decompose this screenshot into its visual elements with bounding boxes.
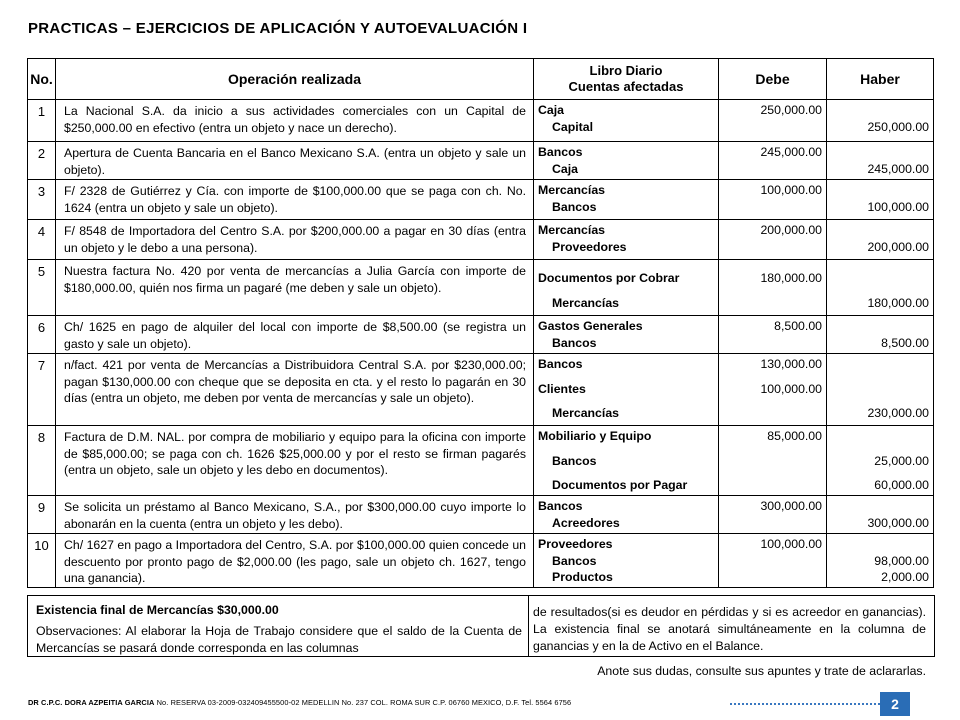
debe-amount (723, 515, 822, 532)
row-debe (719, 180, 827, 220)
journal-table (27, 58, 934, 588)
haber-amount: 245,000.00 (867, 161, 929, 176)
haber-amount (831, 102, 929, 119)
row-number: 6 (28, 316, 56, 354)
table-row (28, 496, 934, 534)
row-haber (827, 180, 934, 220)
debe-amount (723, 295, 822, 312)
table-row (28, 426, 934, 496)
row-debe (719, 220, 827, 260)
haber-amount: 180,000.00 (867, 295, 929, 310)
account-name: Capital (552, 119, 593, 134)
account-name: Mercancías (538, 223, 605, 237)
account-name: Mercancías (552, 295, 619, 310)
row-haber (827, 142, 934, 180)
row-debe (719, 354, 827, 426)
account-name: Bancos (552, 453, 597, 468)
footer (28, 698, 571, 707)
line-spacer (538, 287, 714, 295)
row-accounts (534, 426, 719, 496)
row-operation: Factura de D.M. NAL. por compra de mobiliario y equipo para la oficina con importe de $85,000.00; se paga con ch. 1626 $25,000.00 y por el resto se firman pagarés (entra un objeto, sale un objeto y les debo en documentos). (56, 426, 534, 496)
row-haber (827, 260, 934, 316)
row-operation: La Nacional S.A. da inicio a sus actividades comerciales con un Capital de $250,000.00 en efectivo (entra un objeto y nace un derecho). (56, 100, 534, 142)
account-name: Bancos (552, 553, 597, 568)
haber-amount: 230,000.00 (867, 406, 929, 420)
row-debe (719, 496, 827, 534)
observaciones-left (36, 602, 522, 657)
debe-amount: 130,000.00 (760, 357, 822, 371)
debe-amount (723, 335, 822, 352)
row-haber (827, 220, 934, 260)
account-name: Mobiliario y Equipo (538, 429, 652, 443)
haber-amount (831, 381, 929, 398)
row-number: 2 (28, 142, 56, 180)
line-spacer (723, 469, 822, 477)
debe-amount: 200,000.00 (760, 223, 822, 237)
line-spacer (538, 262, 714, 270)
haber-amount: 250,000.00 (867, 119, 929, 134)
account-name: Bancos (538, 357, 583, 371)
observaciones-divider (528, 596, 529, 656)
haber-amount (831, 270, 929, 287)
header-libro-line2: Cuentas afectadas (568, 79, 684, 94)
header-libro-line1: Libro Diario (589, 63, 663, 78)
account-name: Bancos (538, 145, 583, 159)
observaciones-box (27, 595, 935, 657)
row-accounts (534, 496, 719, 534)
line-spacer (831, 373, 929, 381)
row-number: 4 (28, 220, 56, 260)
haber-amount: 98,000.00 (874, 553, 929, 568)
haber-amount (831, 222, 929, 239)
row-number: 1 (28, 100, 56, 142)
debe-amount: 85,000.00 (767, 429, 822, 443)
row-accounts (534, 142, 719, 180)
row-number: 7 (28, 354, 56, 426)
haber-amount: 8,500.00 (881, 335, 929, 350)
debe-amount: 180,000.00 (760, 271, 822, 285)
row-haber (827, 534, 934, 588)
row-number: 9 (28, 496, 56, 534)
row-operation: Apertura de Cuenta Bancaria en el Banco Mexicano S.A. (entra un objeto y sale un objeto). (56, 142, 534, 180)
table-row (28, 354, 934, 426)
haber-amount (831, 536, 929, 553)
existencia-final: Existencia final de Mercancías $30,000.00 (36, 603, 279, 617)
line-spacer (538, 469, 714, 477)
debe-amount (723, 239, 822, 256)
footer-author: DR C.P.C. DORA AZPEITIA GARCIA (28, 698, 155, 707)
row-accounts (534, 180, 719, 220)
row-debe (719, 316, 827, 354)
row-debe (719, 100, 827, 142)
account-name: Proveedores (552, 239, 627, 254)
account-name: Mercancías (552, 406, 619, 420)
line-spacer (538, 397, 714, 405)
row-accounts (534, 534, 719, 588)
haber-amount: 60,000.00 (874, 478, 929, 492)
row-accounts (534, 100, 719, 142)
debe-amount (723, 405, 822, 422)
row-operation: Nuestra factura No. 420 por venta de mercancías a Julia García con importe de $180,000.00, quién nos firma un pagaré (me deben y sale un objeto). (56, 260, 534, 316)
footer-dotted-line (730, 703, 880, 705)
haber-amount (831, 428, 929, 445)
row-debe (719, 142, 827, 180)
row-haber (827, 354, 934, 426)
table-row (28, 100, 934, 142)
debe-amount (723, 119, 822, 136)
account-name: Documentos por Cobrar (538, 271, 680, 285)
row-haber (827, 316, 934, 354)
row-operation: Se solicita un préstamo al Banco Mexicano, S.A., por $300,000.00 cuyo importe lo abonarán en la cuenta (entra un objeto y les debo). (56, 496, 534, 534)
row-number: 8 (28, 426, 56, 496)
row-operation: n/fact. 421 por venta de Mercancías a Distribuidora Central S.A. por $230,000.00; pagan $130,000.00 con cheque que se deposita en cta. y el resto lo pagarán en 30 días (entra un objeto, me deben por venta de mercancías y sale un objeto). (56, 354, 534, 426)
page-title: PRACTICAS – EJERCICIOS DE APLICACIÓN Y AUTOEVALUACIÓN I (28, 20, 528, 37)
table-row (28, 260, 934, 316)
footer-address: No. RESERVA 03-2009-032409455500-02 MEDELLIN No. 237 COL. ROMA SUR C.P. 06760 MEXICO, D.F. Tel. 5564 6756 (154, 698, 572, 707)
haber-amount (831, 356, 929, 373)
debe-amount: 300,000.00 (760, 499, 822, 513)
haber-amount (831, 498, 929, 515)
row-accounts (534, 220, 719, 260)
header-libro-diario (534, 59, 719, 100)
debe-amount (723, 477, 822, 494)
observaciones-text-left: Observaciones: Al elaborar la Hoja de Trabajo considere que el saldo de la Cuenta de Mercancías se pasará donde corresponda en las columnas (36, 624, 522, 655)
debe-amount: 250,000.00 (760, 103, 822, 117)
line-spacer (723, 445, 822, 453)
account-name: Mercancías (538, 183, 605, 197)
row-operation: F/ 2328 de Gutiérrez y Cía. con importe de $100,000.00 que se paga con ch. No. 1624 (entra un objeto y sale un objeto). (56, 180, 534, 220)
haber-amount: 2,000.00 (881, 570, 929, 584)
haber-amount (831, 318, 929, 335)
header-debe: Debe (719, 59, 827, 100)
debe-amount: 8,500.00 (774, 319, 822, 333)
header-operacion: Operación realizada (56, 59, 534, 100)
debe-amount (723, 199, 822, 216)
account-name: Acreedores (552, 515, 620, 530)
header-no: No. (28, 59, 56, 100)
line-spacer (831, 469, 929, 477)
study-note: Anote sus dudas, consulte sus apuntes y trate de aclararlas. (597, 664, 926, 678)
row-haber (827, 100, 934, 142)
row-operation: Ch/ 1625 en pago de alquiler del local con importe de $8,500.00 (se registra un gasto y sale un objeto). (56, 316, 534, 354)
debe-amount (723, 161, 822, 178)
line-spacer (831, 287, 929, 295)
row-accounts (534, 354, 719, 426)
account-name: Documentos por Pagar (552, 478, 688, 492)
row-number: 10 (28, 534, 56, 588)
line-spacer (723, 397, 822, 405)
debe-amount (723, 553, 822, 570)
line-spacer (723, 373, 822, 381)
row-accounts (534, 260, 719, 316)
journal-body (28, 100, 934, 588)
haber-amount: 100,000.00 (867, 199, 929, 214)
row-debe (719, 534, 827, 588)
debe-amount: 100,000.00 (760, 537, 822, 551)
account-name: Caja (552, 161, 578, 176)
row-number: 3 (28, 180, 56, 220)
row-debe (719, 260, 827, 316)
header-haber: Haber (827, 59, 934, 100)
line-spacer (831, 445, 929, 453)
table-row (28, 220, 934, 260)
debe-amount: 100,000.00 (760, 183, 822, 197)
table-row (28, 180, 934, 220)
row-debe (719, 426, 827, 496)
table-row (28, 534, 934, 588)
row-accounts (534, 316, 719, 354)
table-row (28, 142, 934, 180)
row-haber (827, 496, 934, 534)
row-operation: Ch/ 1627 en pago a Importadora del Centro, S.A. por $100,000.00 quien concede un descuento por pronto pago de $2,000.00 (les pago, sale un objeto ch. 1627, tengo una ganancia). (56, 534, 534, 588)
row-haber (827, 426, 934, 496)
debe-amount: 100,000.00 (760, 381, 822, 396)
line-spacer (831, 397, 929, 405)
line-spacer (538, 373, 714, 381)
debe-amount (723, 569, 822, 586)
haber-amount (831, 182, 929, 199)
line-spacer (831, 262, 929, 270)
line-spacer (723, 287, 822, 295)
line-spacer (538, 445, 714, 453)
row-operation: F/ 8548 de Importadora del Centro S.A. por $200,000.00 a pagar en 30 días (entra un objeto y le debo a una persona). (56, 220, 534, 260)
observaciones-text-right: de resultados(si es deudor en pérdidas y si es acreedor en ganancias). La existencia final se anotará simultáneamente en la columna de ganancias y en la de Activo en el Balance. (533, 605, 926, 653)
account-name: Bancos (538, 499, 583, 513)
table-row (28, 316, 934, 354)
account-name: Productos (552, 570, 613, 584)
haber-amount: 200,000.00 (867, 239, 929, 254)
account-name: Gastos Generales (538, 319, 643, 333)
row-number: 5 (28, 260, 56, 316)
page-number-badge: 2 (880, 692, 910, 716)
debe-amount (723, 453, 822, 470)
account-name: Bancos (552, 199, 597, 214)
haber-amount: 300,000.00 (867, 515, 929, 530)
account-name: Proveedores (538, 537, 613, 551)
account-name: Clientes (538, 381, 586, 396)
line-spacer (723, 262, 822, 270)
haber-amount (831, 144, 929, 161)
account-name: Bancos (552, 335, 597, 350)
haber-amount: 25,000.00 (874, 453, 929, 468)
debe-amount: 245,000.00 (760, 145, 822, 159)
account-name: Caja (538, 103, 564, 117)
